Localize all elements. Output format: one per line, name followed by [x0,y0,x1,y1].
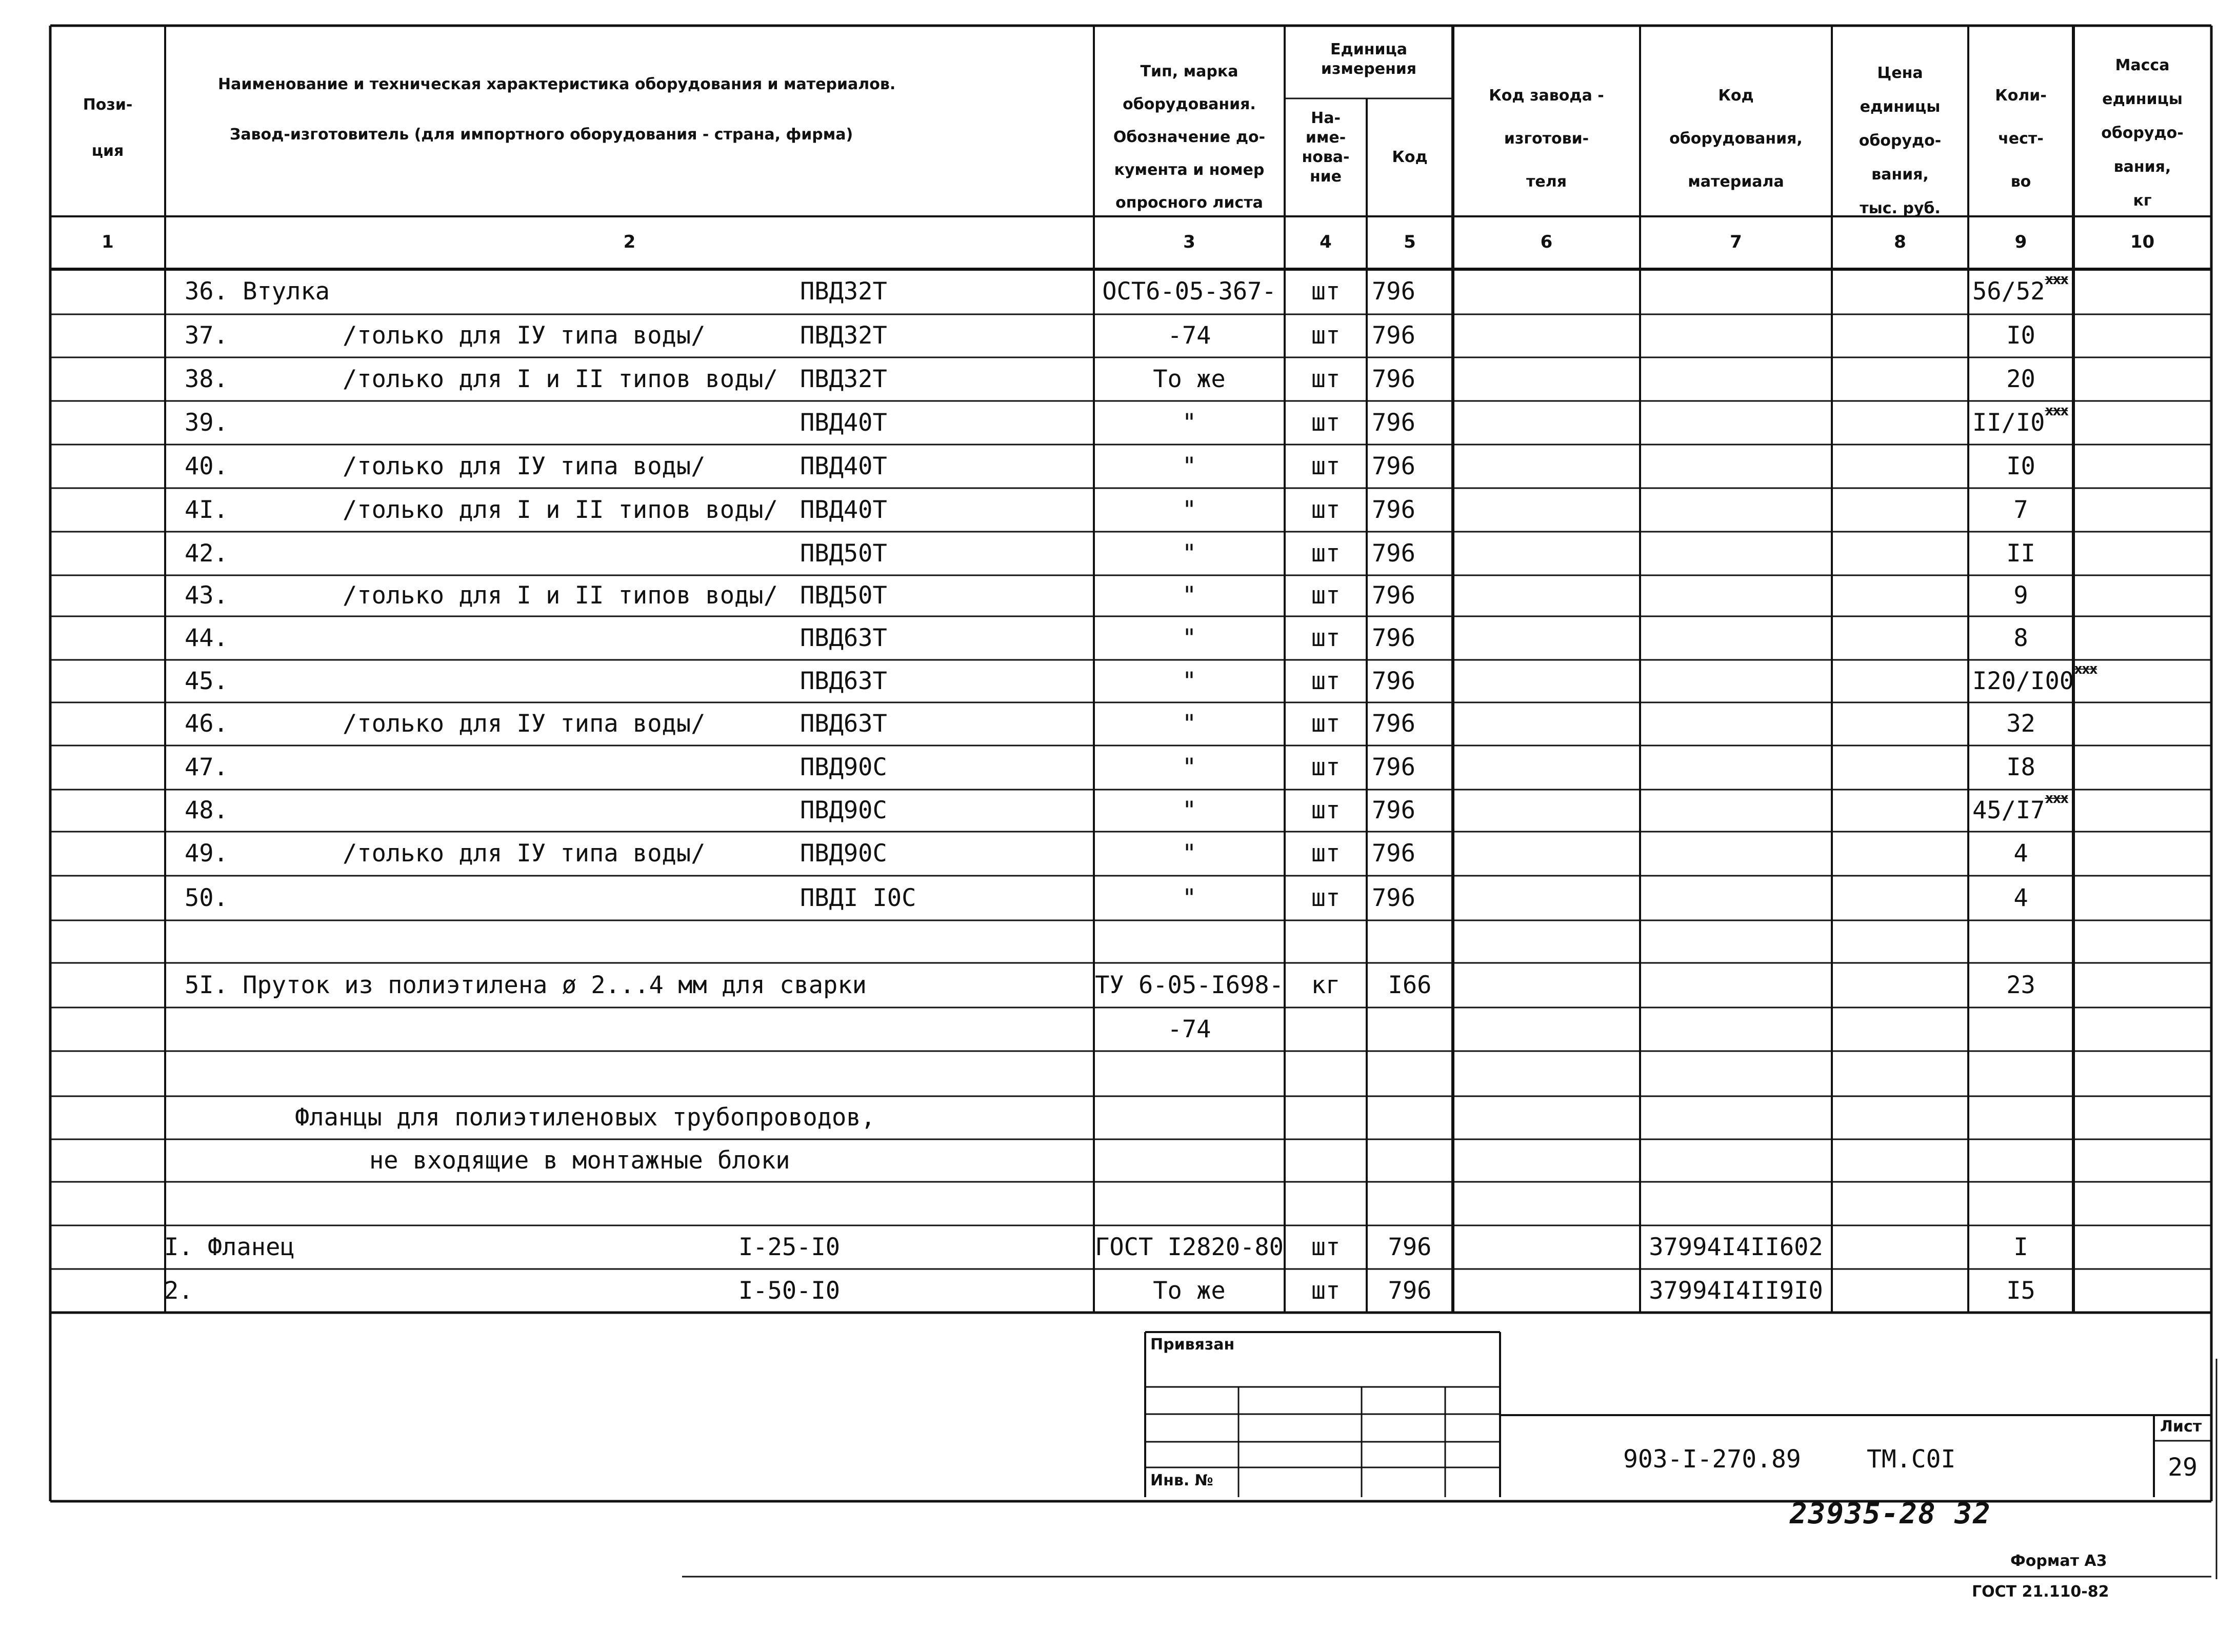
row-quantity [1972,402,2068,437]
row-note: /только для IУ типа воды/ [343,839,706,868]
row-document: -74 [1167,321,1211,350]
row-name: 38. [185,365,228,393]
column-number: 8 [1894,232,1906,252]
header-quantity: Коли- чест- во [1995,87,2047,191]
row-unit: шт [1311,1233,1341,1261]
row-unit: шт [1311,365,1341,393]
row-quantity-value: I0 [2006,321,2035,350]
row-document: " [1182,884,1197,912]
row-quantity-value: 4 [2013,839,2028,868]
row-quantity-value: 56/52 [1972,277,2045,306]
row-document: " [1182,624,1197,652]
row-document: " [1182,409,1197,437]
row-unit-code: 796 [1372,496,1415,524]
row-mark: ПВД32Т [800,365,887,393]
row-name: 49. [185,839,228,868]
header-unit-code: Код [1392,148,1428,166]
row-document: ТУ 6-05-I698- [1095,971,1284,999]
stamp-inventory-label: Инв. № [1150,1472,1213,1489]
header-name-line1: Наименование и техническая характеристика оборудования и материалов. [218,75,896,93]
row-document: -74 [1167,1015,1211,1043]
row-name: 39. [185,409,228,437]
row-unit: шт [1311,409,1341,437]
row-quantity [1968,886,2073,910]
stamp-bound-label: Привязан [1150,1336,1235,1354]
row-unit: шт [1311,839,1341,868]
row-mark: ПВД90С [800,753,887,781]
row-document: " [1182,452,1197,480]
row-mark: ПВД40Т [800,452,887,480]
column-number: 3 [1183,232,1195,252]
row-quantity [1968,583,2073,608]
row-unit: шт [1311,796,1341,824]
header-equipment-code: Код оборудования, материала [1669,87,1803,191]
row-quantity-value: I [2013,1233,2028,1261]
row-quantity-value: I0 [2006,452,2035,480]
header-unit-price: Цена единицы оборудо- вания, тыс. руб. [1859,64,1942,217]
column-number: 7 [1730,232,1742,252]
row-quantity [1968,755,2073,779]
row-unit: шт [1311,624,1341,652]
row-name: I. Фланец [164,1233,295,1261]
row-mark: I-25-I0 [738,1233,841,1261]
row-quantity [1968,321,2073,350]
row-quantity [1968,367,2073,391]
row-unit-code: 796 [1372,452,1415,480]
row-name: 40. [185,452,228,480]
row-quantity [1968,454,2073,478]
row-document: " [1182,753,1197,781]
row-quantity [1968,973,2073,997]
row-mark: ПВД32Т [800,277,887,306]
row-unit-code: 796 [1372,710,1415,738]
row-unit: кг [1311,971,1341,999]
sheet-number: 29 [2168,1453,2198,1482]
row-name: Фланцы для полиэтиленовых трубопроводов, [295,1103,875,1132]
header-plant-code: Код завода - изготови- теля [1489,87,1604,191]
row-unit-code: 796 [1372,624,1415,652]
row-unit-code: 796 [1388,1233,1432,1261]
row-document: " [1182,839,1197,868]
row-document: " [1182,496,1197,524]
row-unit-code: 796 [1372,839,1415,868]
row-quantity-footnote-mark: ххх [2045,402,2068,419]
row-name: 5I. Пруток из полиэтилена ø 2...4 мм для сварки [185,971,867,999]
row-quantity [1968,541,2073,566]
gost-label: ГОСТ 21.110-82 [1972,1583,2109,1601]
row-name: 44. [185,624,228,652]
row-quantity [1968,1235,2073,1259]
row-document: " [1182,796,1197,824]
row-document: " [1182,581,1197,610]
row-quantity [1972,790,2068,824]
row-quantity-footnote-mark: ххх [2074,660,2097,677]
row-quantity-value: I8 [2006,753,2035,781]
row-document: ОСТ6-05-367- [1102,277,1276,306]
row-equipment-code: 37994I4II602 [1649,1233,1823,1261]
header-name-line2: Завод-изготовитель (для импортного оборудования - страна, фирма) [230,126,853,144]
row-name: 42. [185,539,228,568]
row-quantity-value: 8 [2013,624,2028,652]
row-equipment-code: 37994I4II9I0 [1649,1277,1823,1305]
row-unit-code: 796 [1372,796,1415,824]
row-unit: шт [1311,496,1341,524]
row-unit: шт [1311,884,1341,912]
document-code: ТМ.С0I [1867,1445,1956,1474]
column-number: 2 [623,232,636,252]
row-quantity-value: 45/I7 [1972,796,2045,824]
row-quantity-value: 23 [2006,971,2035,999]
row-name: 45. [185,667,228,695]
column-number: 1 [102,232,114,252]
header-unit-name: На- име- нова- ние [1302,109,1350,186]
header-unit-group: Единица измерения [1321,41,1417,78]
row-quantity [1972,660,2097,695]
row-name: 36. Втулка [185,277,330,306]
row-document: " [1182,667,1197,695]
row-unit-code: 796 [1372,409,1415,437]
row-unit: шт [1311,581,1341,610]
row-quantity [1968,498,2073,522]
row-mark: ПВД40Т [800,496,887,524]
row-document: " [1182,539,1197,568]
column-number: 6 [1540,232,1553,252]
row-quantity-footnote-mark: ххх [2045,790,2068,807]
row-unit: шт [1311,1277,1341,1305]
row-name: 37. [185,321,228,350]
row-mark: ПВД63Т [800,667,887,695]
row-mark: ПВД90С [800,839,887,868]
row-name: 4I. [185,496,228,524]
row-unit-code: 796 [1372,667,1415,695]
row-unit-code: 796 [1372,365,1415,393]
row-mark: ПВД90С [800,796,887,824]
handwritten-number: 23935-28 32 [1790,1497,1991,1530]
row-note: /только для IУ типа воды/ [343,452,706,480]
row-unit-code: 796 [1372,539,1415,568]
row-quantity-value: 32 [2006,710,2035,738]
row-document: ГОСТ I2820-80 [1095,1233,1284,1261]
row-note: /только для IУ типа воды/ [343,710,706,738]
row-unit-code: 796 [1372,321,1415,350]
row-unit-code: 796 [1372,884,1415,912]
row-quantity [1968,712,2073,736]
row-mark: ПВД63Т [800,710,887,738]
row-mark: ПВД40Т [800,409,887,437]
row-unit: шт [1311,321,1341,350]
column-number: 5 [1404,232,1416,252]
row-unit: шт [1311,277,1341,306]
row-note: /только для I и II типов воды/ [343,365,778,393]
row-unit: шт [1311,753,1341,781]
row-quantity-value: 4 [2013,884,2028,912]
format-label: Формат А3 [2010,1552,2107,1570]
row-name: 48. [185,796,228,824]
row-mark: ПВД32Т [800,321,887,350]
row-quantity [1968,839,2073,868]
row-unit: шт [1311,710,1341,738]
row-unit-code: 796 [1372,277,1415,306]
row-name: не входящие в монтажные блоки [369,1146,790,1175]
header-type-mark: Тип, марка оборудования. Обозначение до- кумента и номер опросного листа [1113,63,1266,212]
column-number: 4 [1320,232,1332,252]
row-document: То же [1153,1277,1226,1305]
row-quantity-value: I20/I00 [1972,667,2074,695]
document-number: 903-I-270.89 [1623,1445,1801,1474]
row-quantity-footnote-mark: ххх [2045,271,2068,288]
row-name: 43. [185,581,228,610]
row-note: /только для I и II типов воды/ [343,581,778,610]
row-mark: ПВДI I0С [800,884,916,912]
row-unit-code: I66 [1388,971,1432,999]
header-unit-mass: Масса единицы оборудо- вания, кг [2101,56,2184,210]
row-quantity [1968,1279,2073,1303]
row-quantity [1968,626,2073,650]
row-unit-code: 796 [1372,581,1415,610]
row-quantity-value: 20 [2006,365,2035,393]
row-unit: шт [1311,539,1341,568]
row-mark: ПВД50Т [800,539,887,568]
row-mark: ПВД63Т [800,624,887,652]
row-note: /только для I и II типов воды/ [343,496,778,524]
row-unit: шт [1311,667,1341,695]
row-quantity-value: I5 [2006,1277,2035,1305]
row-quantity-value: II [2006,539,2035,568]
row-name: 50. [185,884,228,912]
row-mark: ПВД50Т [800,581,887,610]
column-number: 9 [2014,232,2027,252]
row-quantity-value: 9 [2013,581,2028,610]
row-name: 2. [164,1277,193,1305]
row-name: 47. [185,753,228,781]
header-position: Пози- ция [83,96,133,160]
row-quantity-value: 7 [2013,496,2028,524]
row-note: /только для IУ типа воды/ [343,321,706,350]
sheet-label: Лист [2160,1418,2202,1436]
row-quantity [1972,271,2068,306]
row-name: 46. [185,710,228,738]
row-document: То же [1153,365,1226,393]
row-unit: шт [1311,452,1341,480]
row-quantity-value: II/I0 [1972,409,2045,437]
row-unit-code: 796 [1372,753,1415,781]
row-unit-code: 796 [1388,1277,1432,1305]
row-document: " [1182,710,1197,738]
column-number: 10 [2130,232,2155,252]
row-mark: I-50-I0 [738,1277,841,1305]
